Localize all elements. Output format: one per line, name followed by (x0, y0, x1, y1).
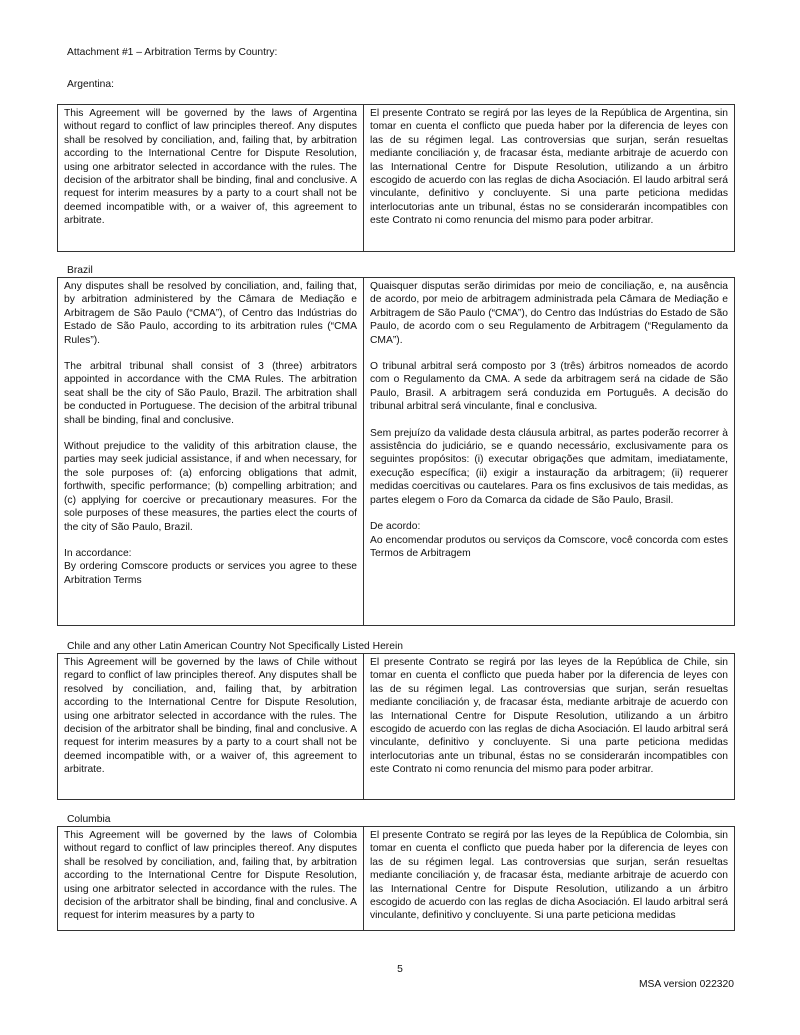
page-number: 5 (397, 964, 403, 975)
spanish-terms-cell (364, 105, 735, 252)
portuguese-terms-cell (364, 278, 735, 626)
english-terms-cell (58, 278, 364, 626)
spanish-terms-cell (364, 827, 735, 931)
portuguese-paragraph: Sem prejuízo da validade desta cláusula arbitral, as partes poderão recorrer à assistência do judiciário, se e quando necessário, exclusivamente para os seguintes propósitos: (i) executar obrigações que admitam, imediatamente, execução específica; (ii) exigir a instauração da arbitragem; (ii) requerer medidas coercitivas ou cautelares. Para os fins exclusivos de tais medidas, as partes elegem o Foro da Comarca da cidade de São Paulo, Brasil. (370, 427, 728, 506)
table-row (58, 654, 735, 800)
english-paragraph: This Agreement will be governed by the laws of Colombia without regard to conflict of law principles thereof. Any disputes shall be resolved by conciliation, and, failing that, by arbitration according to the International Centre for Dispute Resolution, using one arbitrator selected in accordance with the rules. The decision of the arbitrator shall be binding, final and conclusive. A request for interim measures by a party to (64, 830, 357, 922)
english-paragraph: The arbitral tribunal shall consist of 3 (three) arbitrators appointed in accordance with the CMA Rules. The arbitration seat shall be the city of São Paulo, Brazil. The arbitration shall be conducted in Portuguese. The decision of the arbitral tribunal shall be binding, final and conclusive. (64, 361, 357, 426)
english-terms-cell (58, 654, 364, 800)
terms-table-brazil (57, 277, 735, 626)
spanish-terms-cell (364, 654, 735, 800)
terms-table-argentina (57, 104, 735, 252)
english-terms-cell (58, 827, 364, 931)
spanish-paragraph: El presente Contrato se regirá por las leyes de la República de Argentina, sin tomar en cuenta el conflicto que pueda haber por la diferencia de leyes con las de su régimen legal. Las controversias que surjan, serán resueltas mediante conciliación y, de fracasar ésta, mediante arbitraje de acuerdo con las International Centre for Dispute Resolution, utilizando a un árbitro escogido de acuerdo con las reglas de dicha Asociación. El laudo arbitral será vinculante, definitivo y concluyente. Si una parte peticiona medidas interlocutorias ante un tribunal, éstas no se considerarán incompatibles con este Contrato ni como renuncia del mismo para poder arbitrar. (370, 108, 728, 227)
english-paragraph: Without prejudice to the validity of this arbitration clause, the parties may seek judicial assistance, if and when necessary, for the sole purposes of: (a) enforcing obligations that admit, forthwith, specific performance; (b) compelling arbitration; and (c) applying for coercive or precautionary measures. For the sole purposes of these measures, the parties elect the courts of the city of São Paulo, Brazil. (64, 441, 357, 533)
english-paragraph: In accordance: By ordering Comscore products or services you agree to these Arbitration Terms (64, 547, 357, 586)
english-paragraph: This Agreement will be governed by the laws of Chile without regard to conflict of law principles thereof. Any disputes shall be resolved by conciliation, and, failing that, by arbitration according to the International Centre for Dispute Resolution, using one arbitrator selected in accordance with the rules. The decision of the arbitrator shall be binding, final and conclusive. A request for interim measures by a party to a court shall not be deemed incompatible with, or a waiver of, this agreement to arbitrate. (64, 657, 357, 776)
section-title-columbia: Columbia (67, 814, 111, 825)
portuguese-paragraph: O tribunal arbitral será composto por 3 (três) árbitros nomeados de acordo com o Regulamento da CMA. A sede da arbitragem será na cidade de São Paulo, Brasil. A arbitragem será conduzida em Português. A decisão do tribunal arbitral será vinculante, final e conclusiva. (370, 361, 728, 413)
attachment-title: Attachment #1 – Arbitration Terms by Country: (67, 47, 278, 58)
english-paragraph: Any disputes shall be resolved by conciliation, and, failing that, by arbitration administered by the Câmara de Mediação e Arbitragem de São Paulo (“CMA”), of Centro das Indústrias do Estado de São Paulo, according to its arbitration rules (“CMA Rules”). (64, 281, 357, 346)
table-row (58, 105, 735, 252)
english-paragraph: This Agreement will be governed by the laws of Argentina without regard to conflict of law principles thereof. Any disputes shall be resolved by conciliation, and, failing that, by arbitration according to the International Centre for Dispute Resolution, using one arbitrator selected in accordance with the rules. The decision of the arbitrator shall be binding, final and conclusive. A request for interim measures by a party to a court shall not be deemed incompatible with, or a waiver of, this agreement to arbitrate. (64, 108, 357, 227)
portuguese-paragraph: De acordo: Ao encomendar produtos ou serviços da Comscore, você concorda com estes Termos de Arbitragem (370, 521, 728, 559)
portuguese-paragraph: Quaisquer disputas serão dirimidas por meio de conciliação, e, na ausência de acordo, por meio de arbitragem administrada pela Câmara de Mediação e Arbitragem de São Paulo (“CMA”), do Centro das Indústrias do Estado de São Paulo, de acordo com o seu Regulamento de Arbitragem (“Regulamento da CMA”). (370, 281, 728, 346)
section-title-brazil: Brazil (67, 265, 93, 276)
english-terms-cell (58, 105, 364, 252)
spanish-paragraph: El presente Contrato se regirá por las leyes de la República de Colombia, sin tomar en cuenta el conflicto que pueda haber por la diferencia de leyes con las de su régimen legal. Las controversias que surjan, serán resueltas mediante conciliación y, de fracasar ésta, mediante arbitraje de acuerdo con las International Centre for Dispute Resolution, utilizando a un árbitro escogido de acuerdo con las reglas de dicha Asociación. El laudo arbitral será vinculante, definitivo y concluyente. Si una parte peticiona medidas (370, 830, 728, 922)
table-row (58, 278, 735, 626)
section-title-chile: Chile and any other Latin American Country Not Specifically Listed Herein (67, 641, 403, 652)
section-title-argentina: Argentina: (67, 79, 114, 90)
document-version: MSA version 022320 (638, 979, 734, 990)
table-row (58, 827, 735, 931)
terms-table-chile (57, 653, 735, 800)
spanish-paragraph: El presente Contrato se regirá por las leyes de la República de Chile, sin tomar en cuenta el conflicto que pueda haber por la diferencia de leyes con las de su régimen legal. Las controversias que surjan, serán resueltas mediante conciliación y, de fracasar ésta, mediante arbitraje de acuerdo con las International Centre for Dispute Resolution, utilizando a un árbitro escogido de acuerdo con las reglas de dicha Asociación. El laudo arbitral será vinculante, definitivo y concluyente. Si una parte peticiona medidas interlocutorias ante un tribunal, éstas no se considerarán incompatibles con este Contrato ni como renuncia del mismo para poder arbitrar. (370, 657, 728, 776)
terms-table-columbia (57, 826, 735, 931)
